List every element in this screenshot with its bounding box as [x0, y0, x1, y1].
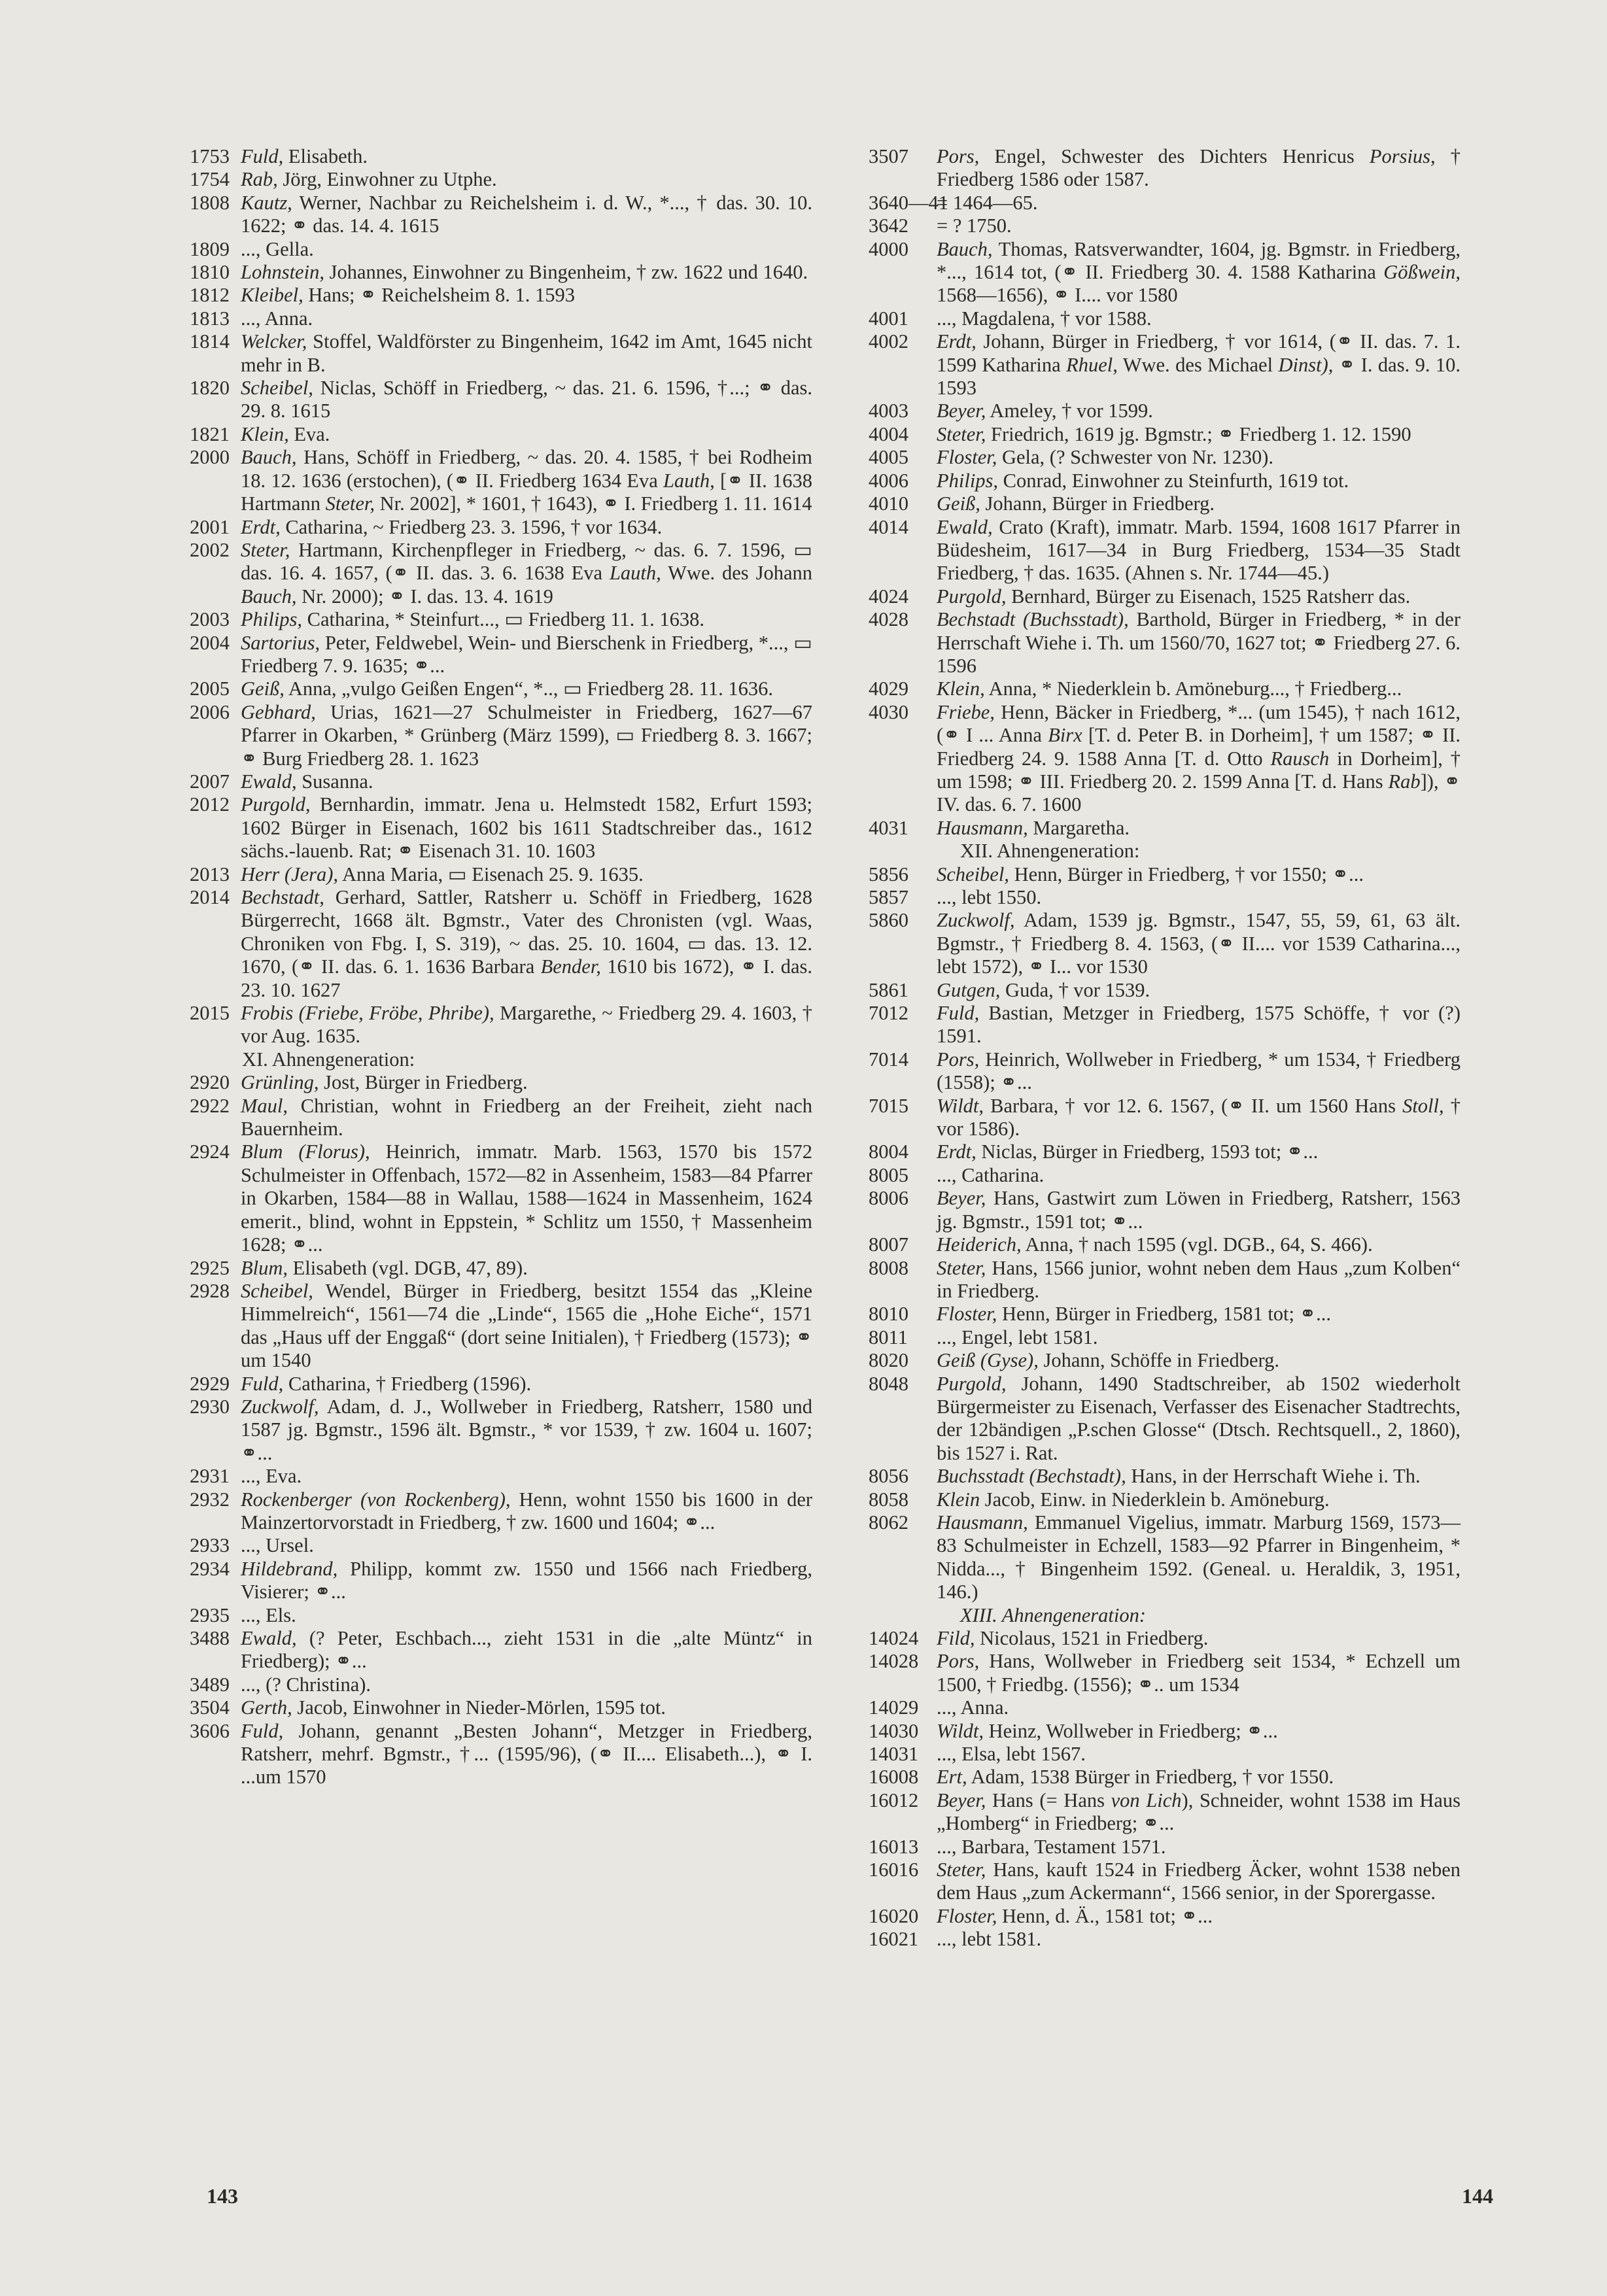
entry-2920 [190, 1071, 812, 1094]
entry-text: Zuckwolf, Adam, 1539 jg. Bgmstr., 1547, 55, 59, 61, 63 ält. Bgmstr., † Friedberg 8. 4. 1563, (⚭ II.... vor 1539 Catharina..., lebt 1572), ⚭ I... vor 1530 [937, 909, 1460, 978]
entry-text: Friebe, Henn, Bäcker in Friedberg, *... (um 1545), † nach 1612, (⚭ I ... Anna Birx [T. d. Peter B. in Dorheim], † um 1587; ⚭ II. Friedberg 24. 9. 1588 Anna [T. d. Otto Rausch in Dorheim], † um 1598; ⚭ III. Friedberg 20. 2. 1599 Anna [T. d. Hans Rab]), ⚭ IV. das. 6. 7. 1600 [937, 700, 1461, 816]
entry-number: 4006 [869, 469, 908, 492]
entry-number: 16016 [869, 1859, 919, 1881]
entry-text: Sartorius, Peter, Feldwebel, Wein- und Bierschenk in Friedberg, *..., ▭ Friedberg 7. 9. 1635; ⚭... [241, 631, 812, 677]
entry-text: ..., (? Christina). [241, 1673, 372, 1696]
entry-number: 4005 [869, 446, 908, 469]
entry-number: 8058 [869, 1488, 908, 1511]
entry-8004 [869, 1140, 1460, 1163]
entry-14031 [869, 1743, 1460, 1766]
entry-2007 [190, 770, 812, 793]
entry-number: 16012 [869, 1789, 919, 1811]
entry-8058 [869, 1488, 1460, 1511]
entry-3504 [190, 1696, 812, 1719]
entry-text: ..., Anna. [241, 307, 313, 330]
generation-heading: XIII. Ahnengeneration: [960, 1603, 1147, 1626]
entry-number: 4010 [869, 492, 908, 515]
page-number-right: 144 [1462, 2184, 1493, 2208]
entry-2935 [190, 1604, 812, 1627]
entry-number: 8007 [869, 1233, 908, 1256]
entry-number: 5857 [869, 886, 908, 908]
entry-number: 4014 [869, 515, 908, 538]
entry-2928 [190, 1280, 812, 1373]
entry-8008 [869, 1257, 1460, 1303]
entry-text: Maul, Christian, wohnt in Friedberg an der Freiheit, zieht nach Bauernheim. [241, 1094, 812, 1140]
entry-8062 [869, 1511, 1460, 1604]
entry-16013 [869, 1836, 1460, 1859]
entry-3489 [190, 1673, 812, 1696]
entry-2933 [190, 1534, 812, 1557]
entry-number: 2012 [190, 793, 230, 816]
entry-text: ..., Eva. [241, 1465, 302, 1488]
entry-number: 2932 [190, 1488, 230, 1511]
entry-4000 [869, 238, 1460, 307]
entry-number: 14030 [869, 1719, 919, 1742]
entry-number: 2930 [190, 1395, 230, 1418]
entry-number: 3507 [869, 145, 908, 167]
entry-text: Pors, Heinrich, Wollweber in Friedberg, * um 1534, † Friedberg (1558); ⚭... [937, 1048, 1460, 1094]
entry-text: Fuld, Elisabeth. [241, 145, 368, 167]
entry-number: 14028 [869, 1650, 919, 1673]
entry-number: 4004 [869, 422, 908, 445]
entry-4003 [869, 400, 1460, 422]
entry-text: Wildt, Barbara, † vor 12. 6. 1567, (⚭ II. um 1560 Hans Stoll, † vor 1586). [937, 1094, 1461, 1140]
entry-number: 16008 [869, 1766, 919, 1789]
entry-16016 [869, 1859, 1460, 1905]
entry-number: 8010 [869, 1303, 908, 1326]
entry-4030 [869, 701, 1460, 817]
entry-14029 [869, 1696, 1460, 1719]
entry-8020 [869, 1349, 1460, 1372]
entry-text: Klein Jacob, Einw. in Niederklein b. Amöneburg. [937, 1488, 1330, 1511]
entry-number: 8062 [869, 1511, 908, 1534]
entry-2003 [190, 608, 812, 631]
entry-text: Hausmann, Margaretha. [937, 816, 1130, 839]
entry-text: ..., lebt 1581. [937, 1928, 1042, 1951]
entry-text: Blum, Elisabeth (vgl. DGB, 47, 89). [241, 1256, 528, 1279]
entry-text: Kleibel, Hans; ⚭ Reichelsheim 8. 1. 1593 [241, 284, 575, 307]
entry-number: 8005 [869, 1163, 908, 1186]
entry-text: Purgold, Bernhard, Bürger zu Eisenach, 1525 Ratsherr das. [937, 585, 1411, 608]
entry-number: 2013 [190, 863, 230, 885]
entry-3488 [190, 1627, 812, 1673]
entry-text: Ewald, Crato (Kraft), immatr. Marb. 1594, 1608 1617 Pfarrer in Büdesheim, 1617—34 in Burg Friedberg, 1534—35 Stadt Friedberg, † das. 1635. (Ahnen s. Nr. 1744—45.) [937, 515, 1460, 585]
entry-4029 [869, 677, 1460, 700]
entry-number: 16021 [869, 1928, 919, 1951]
entry-text: Rockenberger (von Rockenberg), Henn, wohnt 1550 bis 1600 in der Mainzertorvorstadt in Friedberg, † zw. 1600 und 1604; ⚭... [241, 1488, 813, 1534]
entry-number: 4030 [869, 700, 908, 723]
entry-text: Beyer, Ameley, † vor 1599. [937, 400, 1153, 422]
entry-text: Kautz, Werner, Nachbar zu Reichelsheim i. d. W., *..., † das. 30. 10. 1622; ⚭ das. 14. 4. 1615 [241, 191, 812, 237]
page-number-left: 143 [207, 2184, 238, 2208]
entry-2005 [190, 677, 812, 700]
entry-text: Scheibel, Niclas, Schöff in Friedberg, ~ das. 21. 6. 1596, †...; ⚭ das. 29. 8. 1615 [241, 377, 812, 422]
entry-14024 [869, 1627, 1460, 1650]
entry-number: 2922 [190, 1094, 230, 1117]
entry-number: 4029 [869, 677, 908, 700]
entry-4031 [869, 817, 1460, 840]
entry-4024 [869, 585, 1460, 608]
entry-number: 5861 [869, 978, 908, 1001]
entry-4010 [869, 492, 1460, 515]
entry-number: 2003 [190, 608, 230, 631]
right-column [869, 145, 1460, 1951]
entry-number: 3642 [869, 214, 908, 237]
entry-3606 [190, 1720, 812, 1789]
entry-2924 [190, 1140, 812, 1256]
entry-text: ..., Elsa, lebt 1567. [937, 1743, 1086, 1766]
entry-number: 8011 [869, 1326, 908, 1348]
entry-8056 [869, 1465, 1460, 1488]
entry-number: 4001 [869, 307, 908, 330]
entry-text: Steter, Hans, 1566 junior, wohnt neben dem Haus „zum Kolben“ in Friedberg. [937, 1256, 1460, 1302]
entry-number: 1814 [190, 330, 230, 353]
entry-text: Erdt, Niclas, Bürger in Friedberg, 1593 tot; ⚭... [937, 1140, 1319, 1163]
entry-4014 [869, 516, 1460, 585]
entry-text: Welcker, Stoffel, Waldförster zu Bingenheim, 1642 im Amt, 1645 nicht mehr in B. [241, 330, 812, 376]
entry-text: = 1464—65. [937, 191, 1038, 214]
entry-text: Zuckwolf, Adam, d. J., Wollweber in Friedberg, Ratsherr, 1580 und 1587 jg. Bgmstr., 1596 ält. Bgmstr., * vor 1539, † zw. 1604 u. 1607; ⚭... [241, 1395, 812, 1464]
entry-4028 [869, 608, 1460, 677]
entry-number: 2001 [190, 515, 230, 538]
entry-text: Purgold, Bernhardin, immatr. Jena u. Helmstedt 1582, Erfurt 1593; 1602 Bürger in Eisenach, 1602 bis 1611 Stadtschreiber das., 1612 sächs.-lauenb. Rat; ⚭ Eisenach 31. 10. 1603 [241, 793, 812, 863]
entry-text: Ewald, (? Peter, Eschbach..., zieht 1531 in die „alte Müntz“ in Friedberg); ⚭... [241, 1627, 812, 1673]
entry-text: Purgold, Johann, 1490 Stadtschreiber, ab 1502 wiederholt Bürgermeister zu Eisenach, Verfasser des Eisenacher Stadtrechts, der 12bändigen „P.schen Glosse“ (Dtsch. Rechtsquell., 2, 1860), bis 1527 i. Rat. [937, 1372, 1460, 1464]
entry-number: 1813 [190, 307, 230, 330]
entry-text: Beyer, Hans, Gastwirt zum Löwen in Friedberg, Ratsherr, 1563 jg. Bgmstr., 1591 tot; ⚭... [937, 1187, 1460, 1233]
entry-number: 2925 [190, 1256, 230, 1279]
entry-number: 4028 [869, 608, 908, 631]
entry-3640-41 [869, 192, 1460, 214]
entry-text: Bauch, Thomas, Ratsverwandter, 1604, jg. Bgmstr. in Friedberg, *..., 1614 tot, (⚭ II. Friedberg 30. 4. 1588 Katharina Gößwein, 1568—1656), ⚭ I.... vor 1580 [937, 237, 1460, 307]
entry-text: Floster, Henn, Bürger in Friedberg, 1581 tot; ⚭... [937, 1303, 1332, 1326]
entry-text: ..., Ursel. [241, 1534, 314, 1557]
entry-text: Erdt, Catharina, ~ Friedberg 23. 3. 1596, † vor 1634. [241, 515, 663, 538]
entry-number: 3489 [190, 1673, 230, 1696]
entry-text: Gutgen, Guda, † vor 1539. [937, 978, 1150, 1001]
entry-number: 1753 [190, 145, 230, 167]
entry-text: Steter, Hans, kauft 1524 in Friedberg Äcker, wohnt 1538 neben dem Haus „zum Ackermann“, 1566 senior, in der Sporergasse. [937, 1859, 1460, 1904]
entry-number: 1754 [190, 168, 230, 191]
entry-number: 1812 [190, 284, 230, 307]
entry-text: = ? 1750. [937, 214, 1012, 237]
entry-number: 2934 [190, 1557, 230, 1580]
entry-16021 [869, 1928, 1460, 1951]
entry-text: Frobis (Friebe, Fröbe, Phribe), Margarethe, ~ Friedberg 29. 4. 1603, † vor Aug. 1635. [241, 1002, 813, 1048]
entry-text: Ewald, Susanna. [241, 770, 373, 793]
entry-text: Hildebrand, Philipp, kommt zw. 1550 und 1566 nach Friedberg, Visierer; ⚭... [241, 1557, 812, 1603]
entry-text: Gebhard, Urias, 1621—27 Schulmeister in Friedberg, 1627—67 Pfarrer in Okarben, * Grünberg (März 1599), ▭ Friedberg 8. 3. 1667; ⚭ Burg Friedberg 28. 1. 1623 [241, 700, 812, 770]
entry-number: 2933 [190, 1534, 230, 1557]
entry-2930 [190, 1396, 812, 1465]
entry-text: Floster, Henn, d. Ä., 1581 tot; ⚭... [937, 1904, 1213, 1927]
entry-2925 [190, 1257, 812, 1280]
entry-number: 7014 [869, 1048, 908, 1071]
entry-number: 8008 [869, 1256, 908, 1279]
entry-1821 [190, 423, 812, 446]
entry-number: 2002 [190, 538, 230, 561]
entry-number: 8020 [869, 1349, 908, 1372]
entry-7012 [869, 1002, 1460, 1048]
entry-text: Rab, Jörg, Einwohner zu Utphe. [241, 168, 497, 191]
entry-number: 1810 [190, 261, 230, 284]
entry-number: 4024 [869, 585, 908, 608]
entry-2012 [190, 793, 812, 863]
entry-number: 2005 [190, 677, 230, 700]
entry-5856 [869, 863, 1460, 886]
entry-2922 [190, 1095, 812, 1141]
entry-8006 [869, 1187, 1460, 1233]
entry-number: 4031 [869, 816, 908, 839]
entry-2934 [190, 1558, 812, 1604]
entry-text: Geiß, Johann, Bürger in Friedberg. [937, 492, 1215, 515]
entry-number: 7015 [869, 1094, 908, 1117]
entry-number: 2000 [190, 446, 230, 469]
entry-text: Philips, Catharina, * Steinfurt..., ▭ Friedberg 11. 1. 1638. [241, 608, 705, 631]
entry-1810 [190, 261, 812, 284]
entry-number: 14031 [869, 1743, 919, 1766]
entry-1809 [190, 238, 812, 261]
entry-text: Klein, Eva. [241, 422, 330, 445]
entry-14030 [869, 1720, 1460, 1743]
entry-16008 [869, 1766, 1460, 1789]
entry-2931 [190, 1465, 812, 1488]
entry-3507 [869, 145, 1460, 192]
entry-14028 [869, 1650, 1460, 1696]
entry-text: Bechstadt, Gerhard, Sattler, Ratsherr u. Schöff in Friedberg, 1628 Bürgerrecht, 1668 ält. Bgmstr., Vater des Chronisten (vgl. Waas, Chroniken von Fbg. I, S. 319), ~ das. 25. 10. 1604, ▭ das. 13. 12. 1670, (⚭ II. das. 6. 1. 1636 Barbara Bender, 1610 bis 1672), ⚭ I. das. 23. 10. 1627 [241, 886, 813, 1001]
entry-number: 16013 [869, 1835, 919, 1858]
entry-4006 [869, 470, 1460, 492]
entry-number: 2006 [190, 700, 230, 723]
entry-number: 2007 [190, 770, 230, 793]
entry-number: 1821 [190, 422, 230, 445]
generation-heading: XII. Ahnengeneration: [960, 840, 1140, 863]
entry-text: Bechstadt (Buchsstadt), Barthold, Bürger in Friedberg, * in der Herrschaft Wiehe i. Th. um 1560/70, 1627 tot; ⚭ Friedberg 27. 6. 1596 [937, 608, 1460, 677]
entry-text: Bauch, Hans, Schöff in Friedberg, ~ das. 20. 4. 1585, † bei Rodheim 18. 12. 1636 (erstochen), (⚭ II. Friedberg 1634 Eva Lauth, [⚭ II. 1638 Hartmann Steter, Nr. 2002], * 1601, † 1643), ⚭ I. Friedberg 1. 11. 1614 [241, 446, 812, 515]
entry-number: 14024 [869, 1627, 919, 1649]
entry-8048 [869, 1373, 1460, 1465]
entry-text: Buchsstadt (Bechstadt), Hans, in der Herrschaft Wiehe i. Th. [937, 1465, 1421, 1488]
left-column [190, 145, 812, 1789]
entry-text: Pors, Engel, Schwester des Dichters Henricus Porsius, † Friedberg 1586 oder 1587. [937, 145, 1461, 191]
entry-2001 [190, 516, 812, 539]
entry-text: ..., Barbara, Testament 1571. [937, 1835, 1166, 1858]
entry-8005 [869, 1164, 1460, 1187]
entry-2932 [190, 1488, 812, 1535]
entry-number: 2920 [190, 1071, 230, 1094]
entry-2929 [190, 1373, 812, 1396]
entry-2014 [190, 886, 812, 1002]
entry-text: ..., lebt 1550. [937, 886, 1042, 908]
entry-number: 4000 [869, 237, 908, 260]
entry-number: 1820 [190, 377, 230, 400]
entry-text: ..., Catharina. [937, 1163, 1045, 1186]
entry-number: 2004 [190, 631, 230, 654]
entry-2002 [190, 539, 812, 608]
entry-number: 8056 [869, 1465, 908, 1488]
entry-number: 3504 [190, 1696, 230, 1719]
entry-1808 [190, 192, 812, 238]
entry-2000 [190, 446, 812, 515]
entry-number: 2924 [190, 1140, 230, 1163]
entry-2015 [190, 1002, 812, 1048]
entry-number: 8006 [869, 1187, 908, 1210]
entry-number: 5860 [869, 909, 908, 932]
entry-text: Erdt, Johann, Bürger in Friedberg, † vor 1614, (⚭ II. das. 7. 1. 1599 Katharina Rhuel, Wwe. des Michael Dinst), ⚭ I. das. 9. 10. 1593 [937, 330, 1461, 400]
entry-text: Ert, Adam, 1538 Bürger in Friedberg, † vor 1550. [937, 1766, 1334, 1789]
entry-1814 [190, 330, 812, 377]
entry-1812 [190, 284, 812, 307]
entry-number: 2015 [190, 1002, 230, 1025]
entry-8007 [869, 1233, 1460, 1256]
entry-text: Wildt, Heinz, Wollweber in Friedberg; ⚭... [937, 1719, 1278, 1742]
entry-text: Klein, Anna, * Niederklein b. Amöneburg..., † Friedberg... [937, 677, 1402, 700]
entry-5860 [869, 909, 1460, 978]
entry-number: 8004 [869, 1140, 908, 1163]
entry-text: Hausmann, Emmanuel Vigelius, immatr. Marburg 1569, 1573—83 Schulmeister in Echzell, 1583—92 Pfarrer in Bingenheim, * Nidda..., † Bingenheim 1592. (Geneal. u. Heraldik, 3, 1951, 146.) [937, 1511, 1460, 1603]
entry-text: Beyer, Hans (= Hans von Lich), Schneider, wohnt 1538 im Haus „Homberg“ in Friedberg; ⚭... [937, 1789, 1460, 1835]
entry-8011 [869, 1326, 1460, 1349]
entry-text: Grünling, Jost, Bürger in Friedberg. [241, 1071, 528, 1094]
entry-number: 2929 [190, 1372, 230, 1395]
entry-number: 8048 [869, 1372, 908, 1395]
entry-text: Floster, Gela, (? Schwester von Nr. 1230). [937, 446, 1274, 469]
entry-number: 16020 [869, 1904, 919, 1927]
entry-text: Geiß (Gyse), Johann, Schöffe in Friedberg. [937, 1349, 1280, 1372]
entry-1820 [190, 377, 812, 423]
entry-text: ..., Anna. [937, 1696, 1009, 1719]
entry-4002 [869, 330, 1460, 400]
entry-text: Fild, Nicolaus, 1521 in Friedberg. [937, 1627, 1209, 1649]
entry-text: Lohnstein, Johannes, Einwohner zu Bingenheim, † zw. 1622 und 1640. [241, 261, 808, 284]
entry-text: Heiderich, Anna, † nach 1595 (vgl. DGB., 64, S. 466). [937, 1233, 1373, 1256]
entry-3642 [869, 214, 1460, 237]
entry-number: 7012 [869, 1002, 908, 1025]
entry-text: Steter, Hartmann, Kirchenpfleger in Friedberg, ~ das. 6. 7. 1596, ▭ das. 16. 4. 1657, (⚭ II. das. 3. 6. 1638 Eva Lauth, Wwe. des Johann Bauch, Nr. 2000); ⚭ I. das. 13. 4. 1619 [241, 538, 812, 608]
entry-text: Steter, Friedrich, 1619 jg. Bgmstr.; ⚭ Friedberg 1. 12. 1590 [937, 422, 1411, 445]
entry-number: 3488 [190, 1627, 230, 1649]
entry-5857 [869, 886, 1460, 909]
entry-1813 [190, 307, 812, 330]
entry-1753 [190, 145, 812, 168]
entry-1754 [190, 168, 812, 191]
generation-heading: XI. Ahnengeneration: [242, 1048, 415, 1071]
entry-number: 1809 [190, 237, 230, 260]
entry-number: 1808 [190, 191, 230, 214]
entry-number: 4002 [869, 330, 908, 353]
entry-number: 2935 [190, 1603, 230, 1626]
entry-2013 [190, 863, 812, 886]
entry-7015 [869, 1095, 1460, 1141]
entry-number: 3640—41 [869, 191, 948, 214]
entry-7014 [869, 1048, 1460, 1095]
entry-number: 2928 [190, 1279, 230, 1302]
entry-text: Fuld, Johann, genannt „Besten Johann“, Metzger in Friedberg, Ratsherr, mehrf. Bgmstr., †... (1595/96), (⚭ II.... Elisabeth...), ⚭ I. ...um 1570 [241, 1719, 812, 1789]
entry-number: 2014 [190, 886, 230, 908]
entry-text: ..., Gella. [241, 237, 314, 260]
entry-text: ..., Magdalena, † vor 1588. [937, 307, 1152, 330]
entry-number: 4003 [869, 400, 908, 422]
entry-number: 3606 [190, 1719, 230, 1742]
entry-2004 [190, 632, 812, 678]
entry-number: 14029 [869, 1696, 919, 1719]
entry-text: Scheibel, Henn, Bürger in Friedberg, † vor 1550; ⚭... [937, 863, 1364, 885]
entry-text: Fuld, Catharina, † Friedberg (1596). [241, 1372, 532, 1395]
entry-text: Herr (Jera), Anna Maria, ▭ Eisenach 25. 9. 1635. [241, 863, 644, 885]
entry-text: Gerth, Jacob, Einwohner in Nieder-Mörlen, 1595 tot. [241, 1696, 666, 1719]
entry-number: 5856 [869, 863, 908, 885]
entry-text: Pors, Hans, Wollweber in Friedberg seit 1534, * Echzell um 1500, † Friedbg. (1556); ⚭.. um 1534 [937, 1650, 1460, 1696]
entry-number: 2931 [190, 1465, 230, 1488]
entry-16020 [869, 1905, 1460, 1928]
entry-4004 [869, 423, 1460, 446]
entry-4005 [869, 446, 1460, 469]
entry-text: Scheibel, Wendel, Bürger in Friedberg, besitzt 1554 das „Kleine Himmelreich“, 1561—74 die „Linde“, 1565 die „Hohe Eiche“, 1571 das „Haus uff der Enggaß“ (dort seine Initialen), † Friedberg (1573); ⚭ um 1540 [241, 1279, 812, 1372]
entry-text: Philips, Conrad, Einwohner zu Steinfurth, 1619 tot. [937, 469, 1349, 492]
entry-text: Geiß, Anna, „vulgo Geißen Engen“, *.., ▭ Friedberg 28. 11. 1636. [241, 677, 774, 700]
entry-2006 [190, 701, 812, 770]
entry-4001 [869, 307, 1460, 330]
entry-8010 [869, 1303, 1460, 1326]
entry-text: Fuld, Bastian, Metzger in Friedberg, 1575 Schöffe, † vor (?) 1591. [937, 1002, 1460, 1048]
entry-text: ..., Engel, lebt 1581. [937, 1326, 1098, 1348]
entry-16012 [869, 1789, 1460, 1836]
entry-text: ..., Els. [241, 1603, 296, 1626]
entry-text: Blum (Florus), Heinrich, immatr. Marb. 1563, 1570 bis 1572 Schulmeister in Offenbach, 1572—82 in Assenheim, 1583—84 Pfarrer in Okarben, 1584—88 in Wallau, 1588—1624 in Massenheim, 1624 emerit., blind, wohnt in Eppstein, * Schlitz um 1550, † Massenheim 1628; ⚭... [241, 1140, 812, 1256]
entry-5861 [869, 979, 1460, 1002]
